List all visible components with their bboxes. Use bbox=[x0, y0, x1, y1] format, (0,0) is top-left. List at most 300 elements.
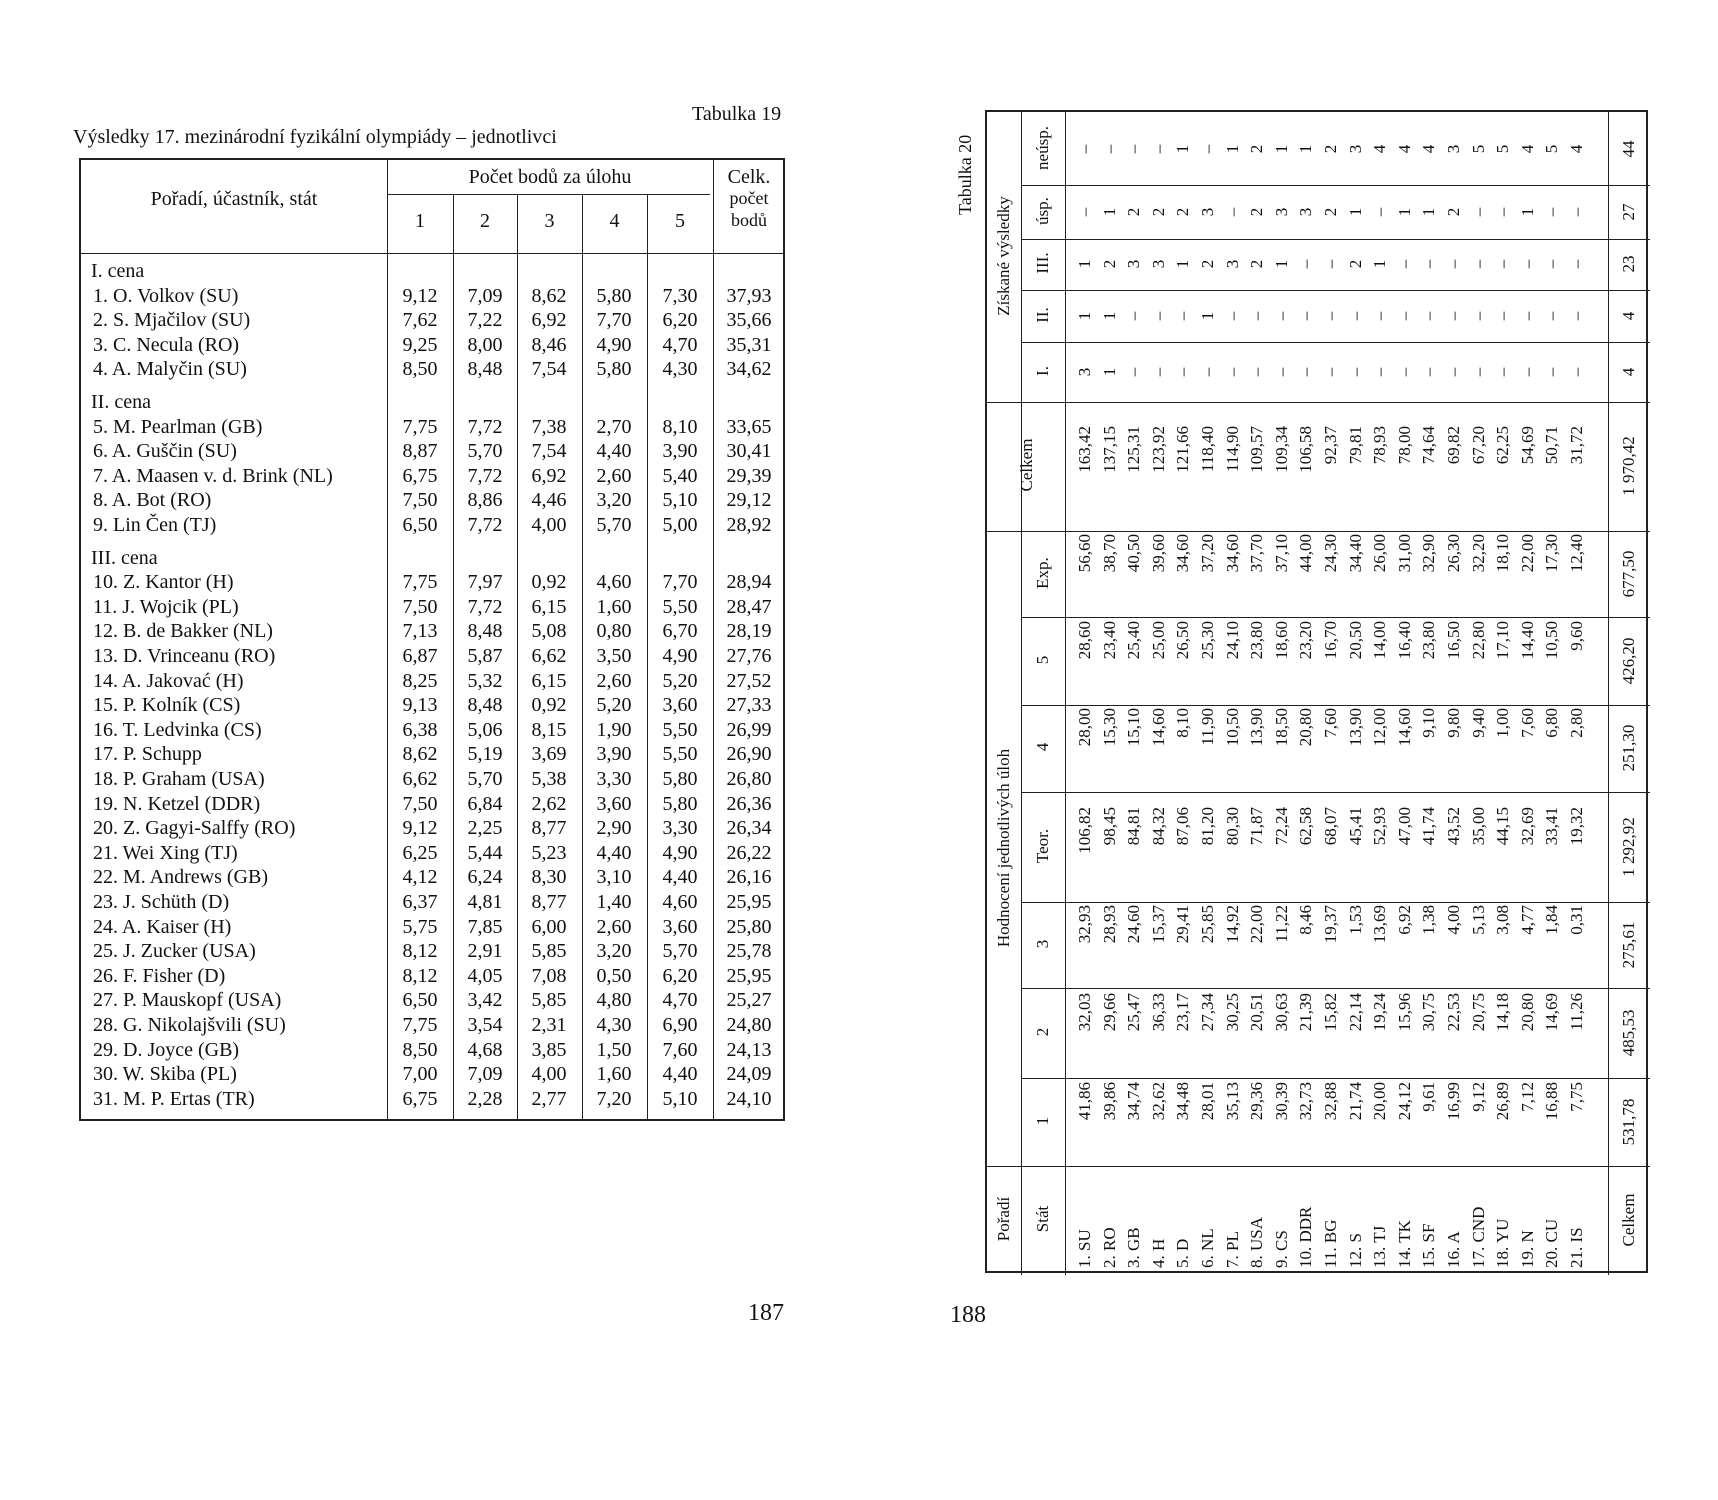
header-task-2: 2 bbox=[480, 210, 490, 232]
score-value: 92,37 bbox=[1321, 426, 1340, 465]
table-row bbox=[81, 965, 783, 990]
state-name: 4. H bbox=[1148, 1238, 1168, 1268]
score-value: 38,70 bbox=[1099, 534, 1119, 573]
count-value: 3 bbox=[1444, 144, 1463, 154]
score-value: 12,40 bbox=[1567, 534, 1586, 573]
participant-name: 11. J. Wojcik (PL) bbox=[93, 595, 239, 618]
participant-name: 5. M. Pearlman (GB) bbox=[93, 415, 263, 438]
score-value: 23,80 bbox=[1419, 621, 1439, 660]
score-value: 36,33 bbox=[1148, 993, 1168, 1032]
total-score: 485,53 bbox=[1619, 1009, 1638, 1057]
score-value: 22,53 bbox=[1444, 993, 1463, 1032]
task-points: 7,62 bbox=[402, 309, 438, 332]
total-points: 30,41 bbox=[726, 440, 772, 463]
task-points: 2,60 bbox=[596, 464, 632, 487]
score-value: 25,85 bbox=[1198, 905, 1217, 944]
header-task-3: 3 bbox=[544, 210, 555, 232]
task-points: 6,20 bbox=[662, 309, 698, 332]
header-exp: Exp. bbox=[1033, 557, 1052, 589]
count-value: – bbox=[1542, 259, 1562, 269]
task-points: 7,30 bbox=[662, 284, 698, 307]
score-value: 15,96 bbox=[1394, 993, 1414, 1032]
total-points: 28,92 bbox=[726, 514, 772, 536]
count-value: 3 bbox=[1148, 259, 1168, 269]
score-value: 23,80 bbox=[1247, 621, 1267, 660]
participant-name: 4. A. Malyčin (SU) bbox=[93, 358, 247, 381]
count-value: – bbox=[1124, 144, 1144, 154]
task-points: 2,62 bbox=[531, 792, 567, 815]
score-value: 118,40 bbox=[1198, 426, 1217, 473]
score-value: 9,80 bbox=[1444, 708, 1463, 738]
participant-name: 10. Z. Kantor (H) bbox=[93, 571, 234, 594]
count-value: – bbox=[1493, 259, 1513, 269]
task-points: 8,15 bbox=[531, 718, 567, 741]
task-points: 5,23 bbox=[531, 841, 567, 864]
total-points: 24,13 bbox=[726, 1038, 772, 1061]
count-value: 4 bbox=[1567, 144, 1586, 154]
score-value: 13,69 bbox=[1370, 905, 1390, 944]
task-points: 6,70 bbox=[662, 620, 698, 643]
count-value: – bbox=[1173, 311, 1193, 321]
task-points: 5,80 bbox=[596, 284, 632, 307]
score-value: 72,24 bbox=[1271, 807, 1291, 846]
count-value: 2 bbox=[1321, 207, 1340, 217]
count-value: 4 bbox=[1517, 144, 1537, 154]
score-value: 27,34 bbox=[1198, 993, 1217, 1032]
count-value: 1 bbox=[1370, 259, 1390, 269]
count-value: – bbox=[1567, 259, 1586, 269]
task-points: 5,00 bbox=[662, 514, 698, 536]
score-value: 25,30 bbox=[1198, 621, 1217, 660]
task-points: 8,77 bbox=[531, 817, 567, 840]
table-row bbox=[81, 1088, 783, 1113]
score-value: 20,80 bbox=[1517, 993, 1537, 1032]
count-value: – bbox=[1198, 367, 1217, 377]
count-value: – bbox=[1444, 367, 1463, 377]
table-row bbox=[81, 489, 783, 514]
state-name: 20. CU bbox=[1542, 1218, 1562, 1268]
task-points: 9,12 bbox=[402, 284, 438, 307]
task-points: 2,91 bbox=[467, 940, 503, 963]
participant-name: 31. M. P. Ertas (TR) bbox=[93, 1087, 255, 1110]
score-value: 15,30 bbox=[1099, 708, 1119, 747]
task-points: 2,90 bbox=[596, 817, 632, 840]
count-value: 2 bbox=[1247, 144, 1267, 154]
count-value: – bbox=[1247, 367, 1267, 377]
score-value: 163,42 bbox=[1075, 426, 1094, 473]
task-points: 5,50 bbox=[662, 595, 698, 618]
task-points: 4,70 bbox=[662, 333, 698, 356]
task-points: 7,60 bbox=[662, 1038, 698, 1061]
header-teor: Teor. bbox=[1033, 828, 1052, 864]
score-value: 43,52 bbox=[1444, 807, 1463, 846]
count-value: 2 bbox=[1444, 207, 1463, 217]
task-points: 6,75 bbox=[402, 1087, 438, 1110]
count-value: – bbox=[1148, 367, 1168, 377]
score-value: 23,20 bbox=[1296, 621, 1316, 660]
score-value: 17,10 bbox=[1493, 621, 1513, 660]
count-value: 3 bbox=[1124, 259, 1144, 269]
count-value: 1 bbox=[1419, 207, 1439, 217]
score-value: 62,25 bbox=[1493, 426, 1513, 465]
count-value: 2 bbox=[1247, 207, 1267, 217]
state-name: 2. RO bbox=[1099, 1227, 1119, 1268]
count-value: – bbox=[1468, 311, 1488, 321]
task-points: 8,87 bbox=[402, 440, 438, 463]
state-name: 5. D bbox=[1173, 1238, 1193, 1268]
task-points: 7,09 bbox=[467, 1063, 503, 1086]
count-value: 5 bbox=[1493, 144, 1513, 154]
task-points: 1,40 bbox=[596, 891, 632, 913]
score-value: 14,60 bbox=[1394, 708, 1414, 747]
count-value: 2 bbox=[1124, 207, 1144, 217]
task-points: 7,50 bbox=[402, 595, 438, 618]
state-name: 18. YU bbox=[1493, 1218, 1513, 1268]
table-row bbox=[81, 1039, 783, 1064]
total-count: 27 bbox=[1619, 203, 1638, 221]
task-points: 3,54 bbox=[467, 1014, 503, 1036]
participant-name: 17. P. Schupp bbox=[93, 743, 202, 766]
header-prize-3: III. bbox=[1033, 252, 1052, 274]
participant-name: 6. A. Guščin (SU) bbox=[93, 440, 237, 463]
score-value: 14,40 bbox=[1517, 621, 1537, 660]
task-points: 2,77 bbox=[531, 1087, 567, 1110]
count-value: – bbox=[1542, 207, 1562, 217]
count-value: 1 bbox=[1099, 207, 1119, 217]
score-value: 20,51 bbox=[1247, 993, 1267, 1032]
count-value: – bbox=[1345, 367, 1365, 377]
score-value: 109,57 bbox=[1247, 426, 1267, 473]
score-value: 137,15 bbox=[1099, 426, 1119, 473]
total-points: 24,80 bbox=[726, 1014, 772, 1036]
score-value: 23,40 bbox=[1099, 621, 1119, 660]
count-value: 4 bbox=[1370, 144, 1390, 154]
task-points: 3,90 bbox=[662, 440, 698, 463]
participant-name: 27. P. Mauskopf (USA) bbox=[93, 989, 282, 1012]
task-points: 1,60 bbox=[596, 595, 632, 618]
section-label: I. cena bbox=[91, 260, 145, 282]
count-value: – bbox=[1296, 367, 1316, 377]
score-value: 39,86 bbox=[1099, 1082, 1119, 1121]
count-value: 2 bbox=[1198, 259, 1217, 269]
task-points: 2,25 bbox=[467, 817, 503, 840]
score-value: 81,20 bbox=[1198, 807, 1217, 846]
count-value: 2 bbox=[1247, 259, 1267, 269]
count-value: 3 bbox=[1075, 367, 1094, 377]
task-points: 6,38 bbox=[402, 718, 438, 741]
state-name: 14. TK bbox=[1394, 1220, 1414, 1268]
score-value: 17,30 bbox=[1542, 534, 1562, 573]
header-total: Celkem bbox=[1017, 438, 1036, 492]
task-points: 8,48 bbox=[467, 358, 503, 381]
count-value: 1 bbox=[1173, 144, 1193, 154]
task-points: 6,75 bbox=[402, 464, 438, 487]
table-row bbox=[81, 334, 783, 359]
task-points: 3,30 bbox=[662, 817, 698, 840]
count-value: – bbox=[1198, 144, 1217, 154]
results-table-individual bbox=[79, 158, 785, 1121]
page-number-right: 188 bbox=[950, 1302, 986, 1328]
count-value: 1 bbox=[1075, 259, 1094, 269]
total-score: 426,20 bbox=[1619, 637, 1638, 685]
count-value: – bbox=[1321, 367, 1340, 377]
task-points: 3,30 bbox=[596, 768, 632, 790]
score-value: 9,60 bbox=[1567, 621, 1586, 651]
participant-name: 22. M. Andrews (GB) bbox=[93, 866, 268, 889]
total-score: 275,61 bbox=[1619, 921, 1638, 969]
score-value: 41,86 bbox=[1075, 1082, 1094, 1121]
score-value: 11,90 bbox=[1198, 708, 1217, 746]
total-points: 27,76 bbox=[726, 645, 772, 667]
count-value: 3 bbox=[1198, 207, 1217, 217]
score-value: 3,08 bbox=[1493, 905, 1513, 935]
task-points: 2,31 bbox=[531, 1014, 567, 1036]
table-row bbox=[81, 1014, 783, 1039]
score-value: 16,99 bbox=[1444, 1082, 1463, 1121]
score-value: 74,64 bbox=[1419, 426, 1439, 465]
score-value: 14,00 bbox=[1370, 621, 1390, 660]
task-points: 7,50 bbox=[402, 792, 438, 815]
count-value: 2 bbox=[1173, 207, 1193, 217]
task-points: 7,75 bbox=[402, 1014, 438, 1036]
state-name: 6. NL bbox=[1198, 1228, 1217, 1268]
score-value: 98,45 bbox=[1099, 807, 1119, 846]
task-points: 4,05 bbox=[467, 964, 503, 987]
table-row bbox=[81, 670, 783, 695]
count-value: – bbox=[1567, 207, 1586, 217]
count-value: – bbox=[1271, 311, 1291, 321]
score-value: 19,37 bbox=[1321, 905, 1340, 944]
table-row bbox=[81, 285, 783, 310]
task-points: 4,00 bbox=[531, 1063, 567, 1086]
state-name: 13. TJ bbox=[1370, 1225, 1390, 1268]
task-points: 3,20 bbox=[596, 489, 632, 512]
score-value: 28,00 bbox=[1075, 708, 1094, 747]
count-value: – bbox=[1222, 367, 1242, 377]
count-value: – bbox=[1296, 311, 1316, 321]
score-value: 19,32 bbox=[1567, 807, 1586, 846]
task-points: 4,30 bbox=[596, 1014, 632, 1036]
score-value: 84,32 bbox=[1148, 807, 1168, 846]
task-points: 5,70 bbox=[467, 440, 503, 463]
count-value: – bbox=[1567, 311, 1586, 321]
score-value: 67,20 bbox=[1468, 426, 1488, 465]
total-points: 26,34 bbox=[726, 817, 772, 840]
header-prize-1: I. bbox=[1033, 366, 1052, 376]
score-value: 11,26 bbox=[1567, 993, 1586, 1031]
table-row bbox=[81, 817, 783, 842]
task-points: 6,37 bbox=[402, 891, 438, 913]
count-value: – bbox=[1296, 259, 1316, 269]
score-value: 37,10 bbox=[1271, 534, 1291, 573]
task-points: 4,90 bbox=[662, 645, 698, 667]
task-points: 4,70 bbox=[662, 989, 698, 1012]
task-points: 5,80 bbox=[662, 792, 698, 815]
total-points: 25,95 bbox=[726, 891, 772, 913]
task-points: 5,10 bbox=[662, 489, 698, 512]
count-value: – bbox=[1444, 259, 1463, 269]
total-label: Celkem bbox=[1619, 1193, 1638, 1247]
table-label-right: Tabulka 20 bbox=[955, 134, 975, 215]
score-value: 50,71 bbox=[1542, 426, 1562, 465]
task-points: 5,85 bbox=[531, 989, 567, 1012]
task-points: 7,20 bbox=[596, 1087, 632, 1110]
section-label: II. cena bbox=[91, 391, 151, 413]
count-value: – bbox=[1493, 207, 1513, 217]
task-points: 4,40 bbox=[596, 841, 632, 864]
score-value: 18,10 bbox=[1493, 534, 1513, 573]
score-value: 7,75 bbox=[1567, 1082, 1586, 1112]
task-points: 4,40 bbox=[596, 440, 632, 463]
participant-name: 16. T. Ledvinka (CS) bbox=[93, 718, 262, 741]
task-points: 6,62 bbox=[402, 768, 438, 790]
task-points: 3,60 bbox=[596, 792, 632, 815]
task-points: 6,00 bbox=[531, 915, 567, 938]
total-points: 25,27 bbox=[726, 989, 772, 1012]
task-points: 5,20 bbox=[596, 694, 632, 717]
header-points-for-task: Počet bodů za úlohu bbox=[468, 166, 632, 188]
table-label: Tabulka 19 bbox=[692, 103, 782, 125]
score-value: 24,60 bbox=[1124, 905, 1144, 944]
task-points: 7,70 bbox=[596, 309, 632, 332]
task-points: 1,60 bbox=[596, 1063, 632, 1086]
score-value: 32,69 bbox=[1517, 807, 1537, 846]
task-points: 0,92 bbox=[531, 694, 567, 717]
participant-name: 26. F. Fisher (D) bbox=[93, 964, 226, 987]
task-points: 3,20 bbox=[596, 940, 632, 963]
task-points: 5,75 bbox=[402, 915, 438, 938]
count-value: – bbox=[1542, 367, 1562, 377]
task-points: 1,90 bbox=[596, 718, 632, 741]
score-value: 10,50 bbox=[1222, 708, 1242, 747]
score-value: 109,34 bbox=[1271, 426, 1291, 473]
header-col-3: 3 bbox=[1033, 939, 1052, 949]
count-value: – bbox=[1468, 207, 1488, 217]
count-value: 1 bbox=[1198, 311, 1217, 321]
table-row bbox=[81, 514, 783, 539]
score-value: 25,00 bbox=[1148, 621, 1168, 660]
page-number-left: 187 bbox=[748, 1300, 784, 1326]
total-points: 25,78 bbox=[726, 940, 772, 963]
table-row bbox=[81, 416, 783, 441]
score-value: 12,00 bbox=[1370, 708, 1390, 747]
count-value: 3 bbox=[1345, 144, 1365, 154]
table-row bbox=[81, 940, 783, 965]
score-value: 32,03 bbox=[1075, 993, 1094, 1032]
score-value: 4,77 bbox=[1517, 905, 1537, 935]
task-points: 4,60 bbox=[596, 571, 632, 594]
table-row bbox=[81, 440, 783, 465]
task-points: 8,25 bbox=[402, 669, 438, 692]
task-points: 2,60 bbox=[596, 915, 632, 938]
task-points: 4,12 bbox=[402, 866, 438, 889]
total-points: 35,31 bbox=[726, 333, 772, 356]
task-points: 3,60 bbox=[662, 915, 698, 938]
total-points: 27,33 bbox=[726, 694, 772, 717]
score-value: 80,30 bbox=[1222, 807, 1242, 846]
table-row bbox=[81, 842, 783, 867]
state-name: 19. N bbox=[1517, 1230, 1537, 1268]
score-value: 1,84 bbox=[1542, 905, 1562, 935]
task-points: 5,87 bbox=[467, 645, 503, 667]
task-points: 5,32 bbox=[467, 669, 503, 692]
participant-name: 12. B. de Bakker (NL) bbox=[93, 620, 273, 643]
score-value: 40,50 bbox=[1124, 534, 1144, 573]
count-value: – bbox=[1517, 367, 1537, 377]
score-value: 22,00 bbox=[1247, 905, 1267, 944]
score-value: 18,60 bbox=[1271, 621, 1291, 660]
task-points: 6,84 bbox=[467, 792, 503, 815]
task-points: 5,85 bbox=[531, 940, 567, 963]
total-points: 33,65 bbox=[726, 415, 772, 438]
task-points: 5,70 bbox=[596, 514, 632, 536]
count-value: – bbox=[1124, 311, 1144, 321]
score-value: 14,60 bbox=[1148, 708, 1168, 747]
task-points: 6,20 bbox=[662, 964, 698, 987]
count-value: – bbox=[1394, 311, 1414, 321]
score-value: 7,12 bbox=[1517, 1082, 1537, 1112]
participant-name: 7. A. Maasen v. d. Brink (NL) bbox=[93, 464, 333, 487]
count-value: – bbox=[1075, 207, 1094, 217]
count-value: – bbox=[1394, 367, 1414, 377]
count-value: – bbox=[1173, 367, 1193, 377]
task-points: 5,70 bbox=[467, 768, 503, 790]
score-value: 16,50 bbox=[1444, 621, 1463, 660]
count-value: 3 bbox=[1222, 259, 1242, 269]
score-value: 4,00 bbox=[1444, 905, 1463, 935]
total-points: 34,62 bbox=[726, 358, 772, 381]
score-value: 7,60 bbox=[1321, 708, 1340, 738]
task-points: 6,92 bbox=[531, 309, 567, 332]
score-value: 16,70 bbox=[1321, 621, 1340, 660]
total-points: 25,95 bbox=[726, 964, 772, 987]
count-value: 1 bbox=[1099, 367, 1119, 377]
total-count: 23 bbox=[1619, 255, 1638, 273]
score-value: 15,37 bbox=[1148, 905, 1168, 944]
count-value: 5 bbox=[1468, 144, 1488, 154]
score-value: 26,89 bbox=[1493, 1082, 1513, 1121]
score-value: 26,50 bbox=[1173, 621, 1193, 660]
table-title: Výsledky 17. mezinárodní fyzikální olympiády – jednotlivci bbox=[73, 126, 557, 148]
score-value: 106,82 bbox=[1075, 807, 1094, 854]
score-value: 26,30 bbox=[1444, 534, 1463, 573]
state-name: 17. CND bbox=[1468, 1206, 1488, 1268]
score-value: 22,80 bbox=[1468, 621, 1488, 660]
count-value: – bbox=[1493, 367, 1513, 377]
score-value: 31,72 bbox=[1567, 426, 1586, 465]
score-value: 9,12 bbox=[1468, 1082, 1488, 1112]
count-value: – bbox=[1517, 259, 1537, 269]
state-name: 1. SU bbox=[1075, 1229, 1094, 1268]
task-points: 4,90 bbox=[596, 333, 632, 356]
header-total-2: počet bbox=[729, 188, 769, 208]
task-points: 4,30 bbox=[662, 358, 698, 381]
score-value: 37,70 bbox=[1247, 534, 1267, 573]
task-points: 8,48 bbox=[467, 620, 503, 643]
participant-name: 14. A. Jakovać (H) bbox=[93, 669, 244, 692]
score-value: 14,92 bbox=[1222, 905, 1242, 944]
task-points: 8,30 bbox=[531, 866, 567, 889]
score-value: 14,18 bbox=[1493, 993, 1513, 1032]
count-value: 2 bbox=[1099, 259, 1119, 269]
task-points: 6,15 bbox=[531, 669, 567, 692]
total-points: 37,93 bbox=[726, 284, 772, 307]
score-value: 26,00 bbox=[1370, 534, 1390, 573]
task-points: 7,09 bbox=[467, 284, 503, 307]
table-row bbox=[81, 866, 783, 891]
score-value: 62,58 bbox=[1296, 807, 1316, 846]
count-value: 1 bbox=[1099, 311, 1119, 321]
